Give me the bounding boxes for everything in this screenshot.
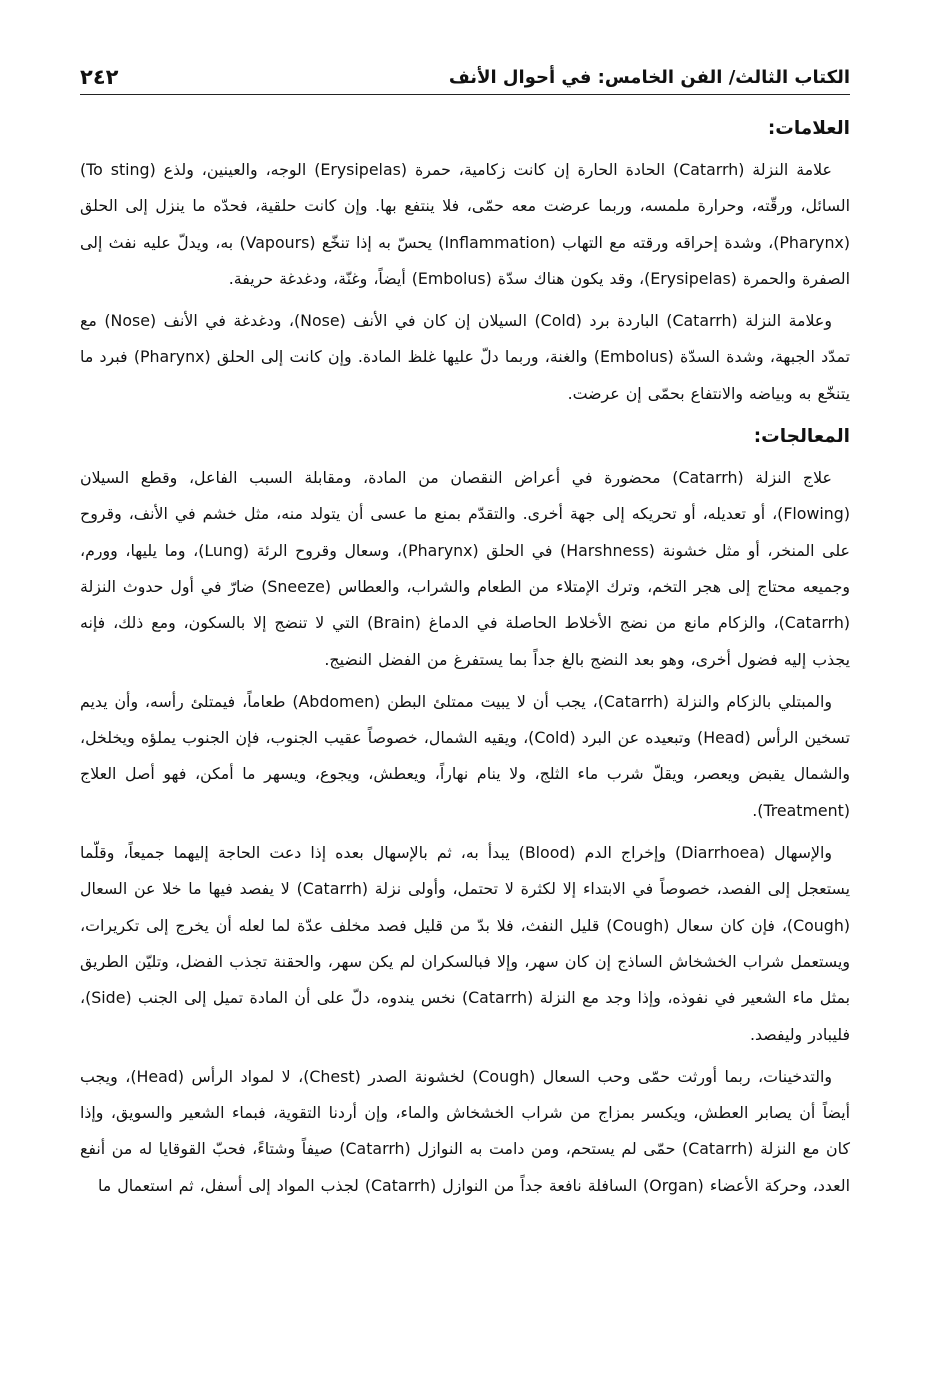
section-heading: المعالجات: (753, 426, 850, 448)
page-header (80, 60, 850, 95)
section-heading: العلامات: (767, 118, 850, 139)
page-number: ٢٤٢ (80, 65, 119, 89)
running-title: الكتاب الثالث/ الفن الخامس: في أحوال الأنف (448, 66, 850, 88)
paragraph: والتدخينات، ربما أورثت حمّى وحب السعال (Cough) لخشونة الصدر (Chest)، لا لمواد الرأس (Head)، ويجب أيضاً أن يصابر العطش، ويكسر بمزاج من شراب الخشخاش والماء، وإن أردنا التقوية، فبماء الشعير والسويق، وإذا كان مع النزلة (Catarrh) حمّى لم يستحم، ومن دامت به النوازل (Catarrh) صيفاً وشتاءً، فحبّ القوقايا له من أنفع العدد، وحركة الأعضاء (Organ) السافلة نافعة جداً من النوازل (Catarrh) لجذب المواد إلى أسفل، ثم استعمال ما (80, 1066, 850, 1195)
page-body (80, 112, 850, 1355)
paragraph: وعلامة النزلة (Catarrh) الباردة برد (Cold) السيلان إن كان في الأنف (Nose)، ودغدغة في الأنف (Nose) مع تمدّد الجبهة، وشدة السدّة (Embolus) والغنة، وربما دلّ عليها غلظ المادة. وإن كانت إلى الحلق (Pharynx) فبرد ما يتنخّع به وبياضه والانتفاع بحمّى إن عرضت. (80, 311, 850, 403)
paragraph: علاج النزلة (Catarrh) محضورة في أعراض النقصان من المادة، ومقابلة السبب الفاعل، وقطع السيلان (Flowing)، أو تعديله، أو تحريكه إلى جهة أخرى. والتقدّم بمنع ما عسى أن يتولد منه، مثل خشم في الأنف، وقروح على المنخر، أو مثل خشونة (Harshness) في الحلق (Pharynx)، وسعال وقروح الرئة (Lung)، وما يليها، وورم، وجميعه محتاج إلى هجر التخم، وترك الإمتلاء من الطعام والشراب، والعطاس (Sneeze) ضارّ في أول حدوث النزلة (Catarrh)، والزكام مانع من نضج الأخلاط الحاصلة في الدماغ (Brain) التي لا تنضج إلا بالسكون، ومع ذلك، فإنه يجذب إليه فضول أخرى، وهو بعد النضج بالغ جداً بما يستفرغ من الفضل النضيج. (80, 468, 850, 669)
paragraph: علامة النزلة (Catarrh) الحادة الحارة إن كانت زكامية، حمرة (Erysipelas) الوجه، والعينين، ولذع (To sting) السائل، ورقّته، وحرارة ملمسه، وربما عرضت معه حمّى، فلا ينتفع بها. وإن كانت حلقية، فحدّه ما ينزل إلى الحلق (Pharynx)، وشدة إحراقه ورقته مع التهاب (Inflammation) يحسّ به إذا تنخّع (Vapours) به، ويدلّ عليه نفث إلى الصفرة والحمرة (Erysipelas)، وقد يكون هناك سدّة (Embolus) أيضاً، وغنّة، ودغدغة حريفة. (80, 160, 850, 288)
paragraph: والمبتلي بالزكام والنزلة (Catarrh)، يجب أن لا يبيت ممتلئ البطن (Abdomen) طعاماً، فيمتلئ رأسه، وأن يديم تسخين الرأس (Head) وتبعيده عن البرد (Cold)، ويقيه الشمال، خصوصاً عقيب الجنوب، فإن الجنوب يملؤه ويخلخل، والشمال يقبض ويعصر، ويقلّ شرب ماء الثلج، ولا ينام نهاراً، ويعطش، ويجوع، ويسهر ما أمكن، فهو أصل العلاج (Treatment). (80, 691, 850, 820)
paragraph: والإسهال (Diarrhoea) وإخراج الدم (Blood) يبدأ به، ثم بالإسهال بعده إذا دعت الحاجة إليهما جميعاً، وقلّما يستعجل إلى الفصد، خصوصاً في الابتداء إلا لكثرة لا تحتمل، وأولى نزلة (Catarrh) لا يفصد فيها ما خلا عن السعال (Cough)، فإن كان سعال (Cough) قليل النفث، فلا بدّ من قليل فصد مخلف عدّة لما لعله أن يخرج إلى تكريرات، ويستعمل شراب الخشخاش الساذج إن كان سهر، وإلا فبالسكران لم يكن سهر، والحقنة تجذب الفضل، وتليّن الطريق بمثل ماء الشعير في نفوذه، وإذا وجد مع النزلة (Catarrh) نخس يندوه، دلّ على أن المادة تميل إلى الجنب (Side)، فليبادر وليفصد. (80, 843, 851, 1044)
section-signs (80, 116, 850, 412)
section-treatments (80, 424, 850, 1204)
